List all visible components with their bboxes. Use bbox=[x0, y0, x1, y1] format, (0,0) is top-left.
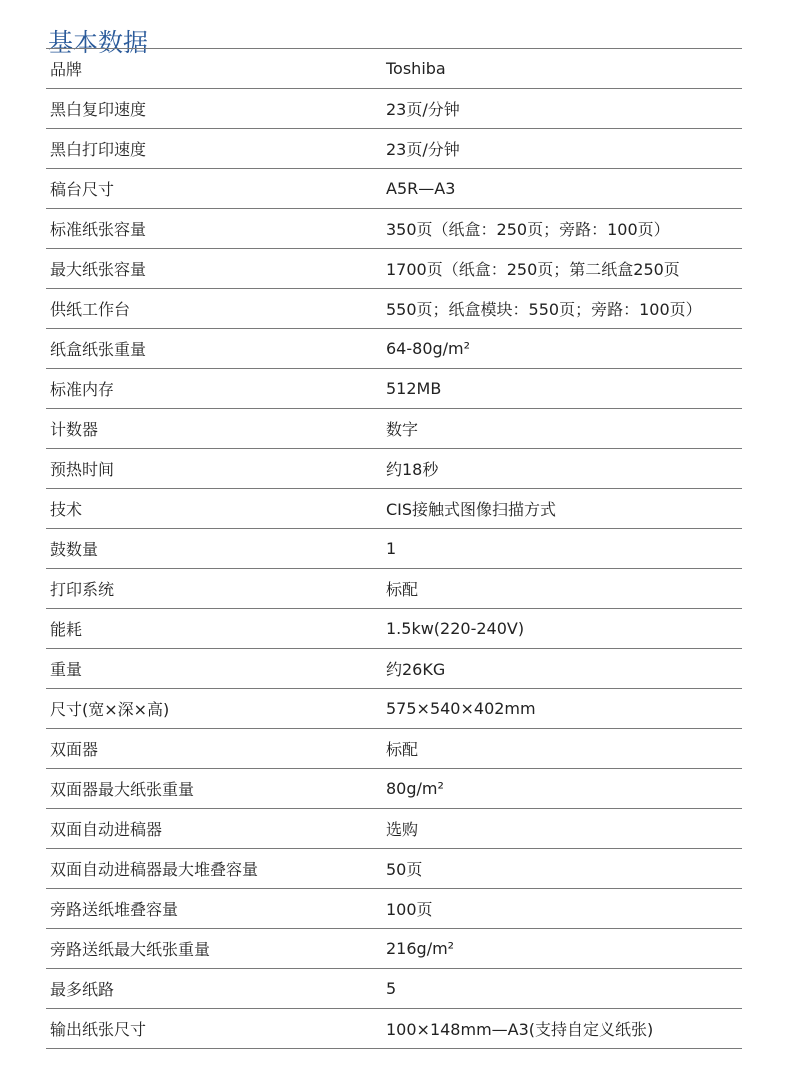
spec-value: 1 bbox=[386, 539, 397, 558]
spec-label: 双面自动进稿器最大堆叠容量 bbox=[50, 860, 259, 879]
table-row bbox=[46, 929, 742, 969]
spec-value: 约26KG bbox=[386, 660, 446, 679]
spec-label: 计数器 bbox=[50, 420, 99, 439]
spec-value: CIS接触式图像扫描方式 bbox=[386, 500, 557, 519]
spec-value: 选购 bbox=[386, 820, 419, 839]
spec-label: 旁路送纸最大纸张重量 bbox=[50, 940, 211, 959]
spec-value: 100页 bbox=[386, 900, 433, 919]
spec-label: 双面器最大纸张重量 bbox=[50, 780, 195, 799]
spec-label: 最多纸路 bbox=[50, 980, 115, 999]
table-row bbox=[46, 289, 742, 329]
table-row bbox=[46, 49, 742, 89]
table-row bbox=[46, 369, 742, 409]
spec-value: 数字 bbox=[386, 420, 419, 439]
spec-label: 供纸工作台 bbox=[50, 300, 131, 319]
table-row bbox=[46, 169, 742, 209]
spec-value: 1700页（纸盒：250页；第二纸盒250页 bbox=[386, 260, 680, 279]
table-row bbox=[46, 809, 742, 849]
table-row bbox=[46, 569, 742, 609]
spec-label: 双面器 bbox=[50, 740, 99, 759]
spec-value: Toshiba bbox=[386, 59, 446, 78]
spec-label: 标准纸张容量 bbox=[50, 220, 147, 239]
spec-table bbox=[46, 48, 742, 1049]
spec-value: 512MB bbox=[386, 379, 442, 398]
spec-label: 能耗 bbox=[50, 620, 83, 639]
table-row bbox=[46, 209, 742, 249]
spec-label: 双面自动进稿器 bbox=[50, 820, 163, 839]
table-row bbox=[46, 449, 742, 489]
spec-value: 350页（纸盒：250页；旁路：100页） bbox=[386, 220, 670, 239]
spec-value: 标配 bbox=[386, 740, 419, 759]
spec-label: 预热时间 bbox=[50, 460, 115, 479]
table-row bbox=[46, 1009, 742, 1049]
spec-label: 打印系统 bbox=[50, 580, 115, 599]
table-row bbox=[46, 609, 742, 649]
table-row bbox=[46, 649, 742, 689]
table-row bbox=[46, 689, 742, 729]
spec-label: 标准内存 bbox=[50, 380, 115, 399]
spec-value: 23页/分钟 bbox=[386, 140, 460, 159]
table-row bbox=[46, 329, 742, 369]
spec-value: 100×148mm—A3(支持自定义纸张) bbox=[386, 1020, 654, 1039]
spec-value: 50页 bbox=[386, 860, 423, 879]
table-row bbox=[46, 89, 742, 129]
spec-label: 尺寸(宽×深×高) bbox=[50, 700, 170, 719]
spec-value: 216g/m² bbox=[386, 939, 455, 958]
spec-label: 黑白打印速度 bbox=[50, 140, 147, 159]
table-row bbox=[46, 529, 742, 569]
spec-value: 575×540×402mm bbox=[386, 699, 536, 718]
spec-label: 纸盒纸张重量 bbox=[50, 340, 147, 359]
spec-value: 550页；纸盒模块：550页；旁路：100页） bbox=[386, 300, 702, 319]
table-row bbox=[46, 769, 742, 809]
spec-value: 约18秒 bbox=[386, 460, 439, 479]
spec-value: 1.5kw(220-240V) bbox=[386, 619, 525, 638]
spec-value: A5R—A3 bbox=[386, 179, 456, 198]
table-row bbox=[46, 969, 742, 1009]
spec-value: 标配 bbox=[386, 580, 419, 599]
spec-value: 80g/m² bbox=[386, 779, 444, 798]
table-row bbox=[46, 129, 742, 169]
spec-label: 稿台尺寸 bbox=[50, 180, 115, 199]
spec-value: 64-80g/m² bbox=[386, 339, 471, 358]
table-row bbox=[46, 729, 742, 769]
spec-label: 最大纸张容量 bbox=[50, 260, 147, 279]
spec-label: 鼓数量 bbox=[50, 540, 99, 559]
spec-label: 黑白复印速度 bbox=[50, 100, 147, 119]
spec-label: 重量 bbox=[50, 660, 83, 679]
spec-label: 品牌 bbox=[50, 60, 83, 79]
table-row bbox=[46, 489, 742, 529]
spec-label: 输出纸张尺寸 bbox=[50, 1020, 147, 1039]
spec-label: 旁路送纸堆叠容量 bbox=[50, 900, 179, 919]
page-title: 基本数据 bbox=[48, 27, 149, 57]
table-row bbox=[46, 849, 742, 889]
spec-value: 23页/分钟 bbox=[386, 100, 460, 119]
table-row bbox=[46, 249, 742, 289]
spec-value: 5 bbox=[386, 979, 397, 998]
table-row bbox=[46, 889, 742, 929]
table-row bbox=[46, 409, 742, 449]
spec-label: 技术 bbox=[50, 500, 83, 519]
